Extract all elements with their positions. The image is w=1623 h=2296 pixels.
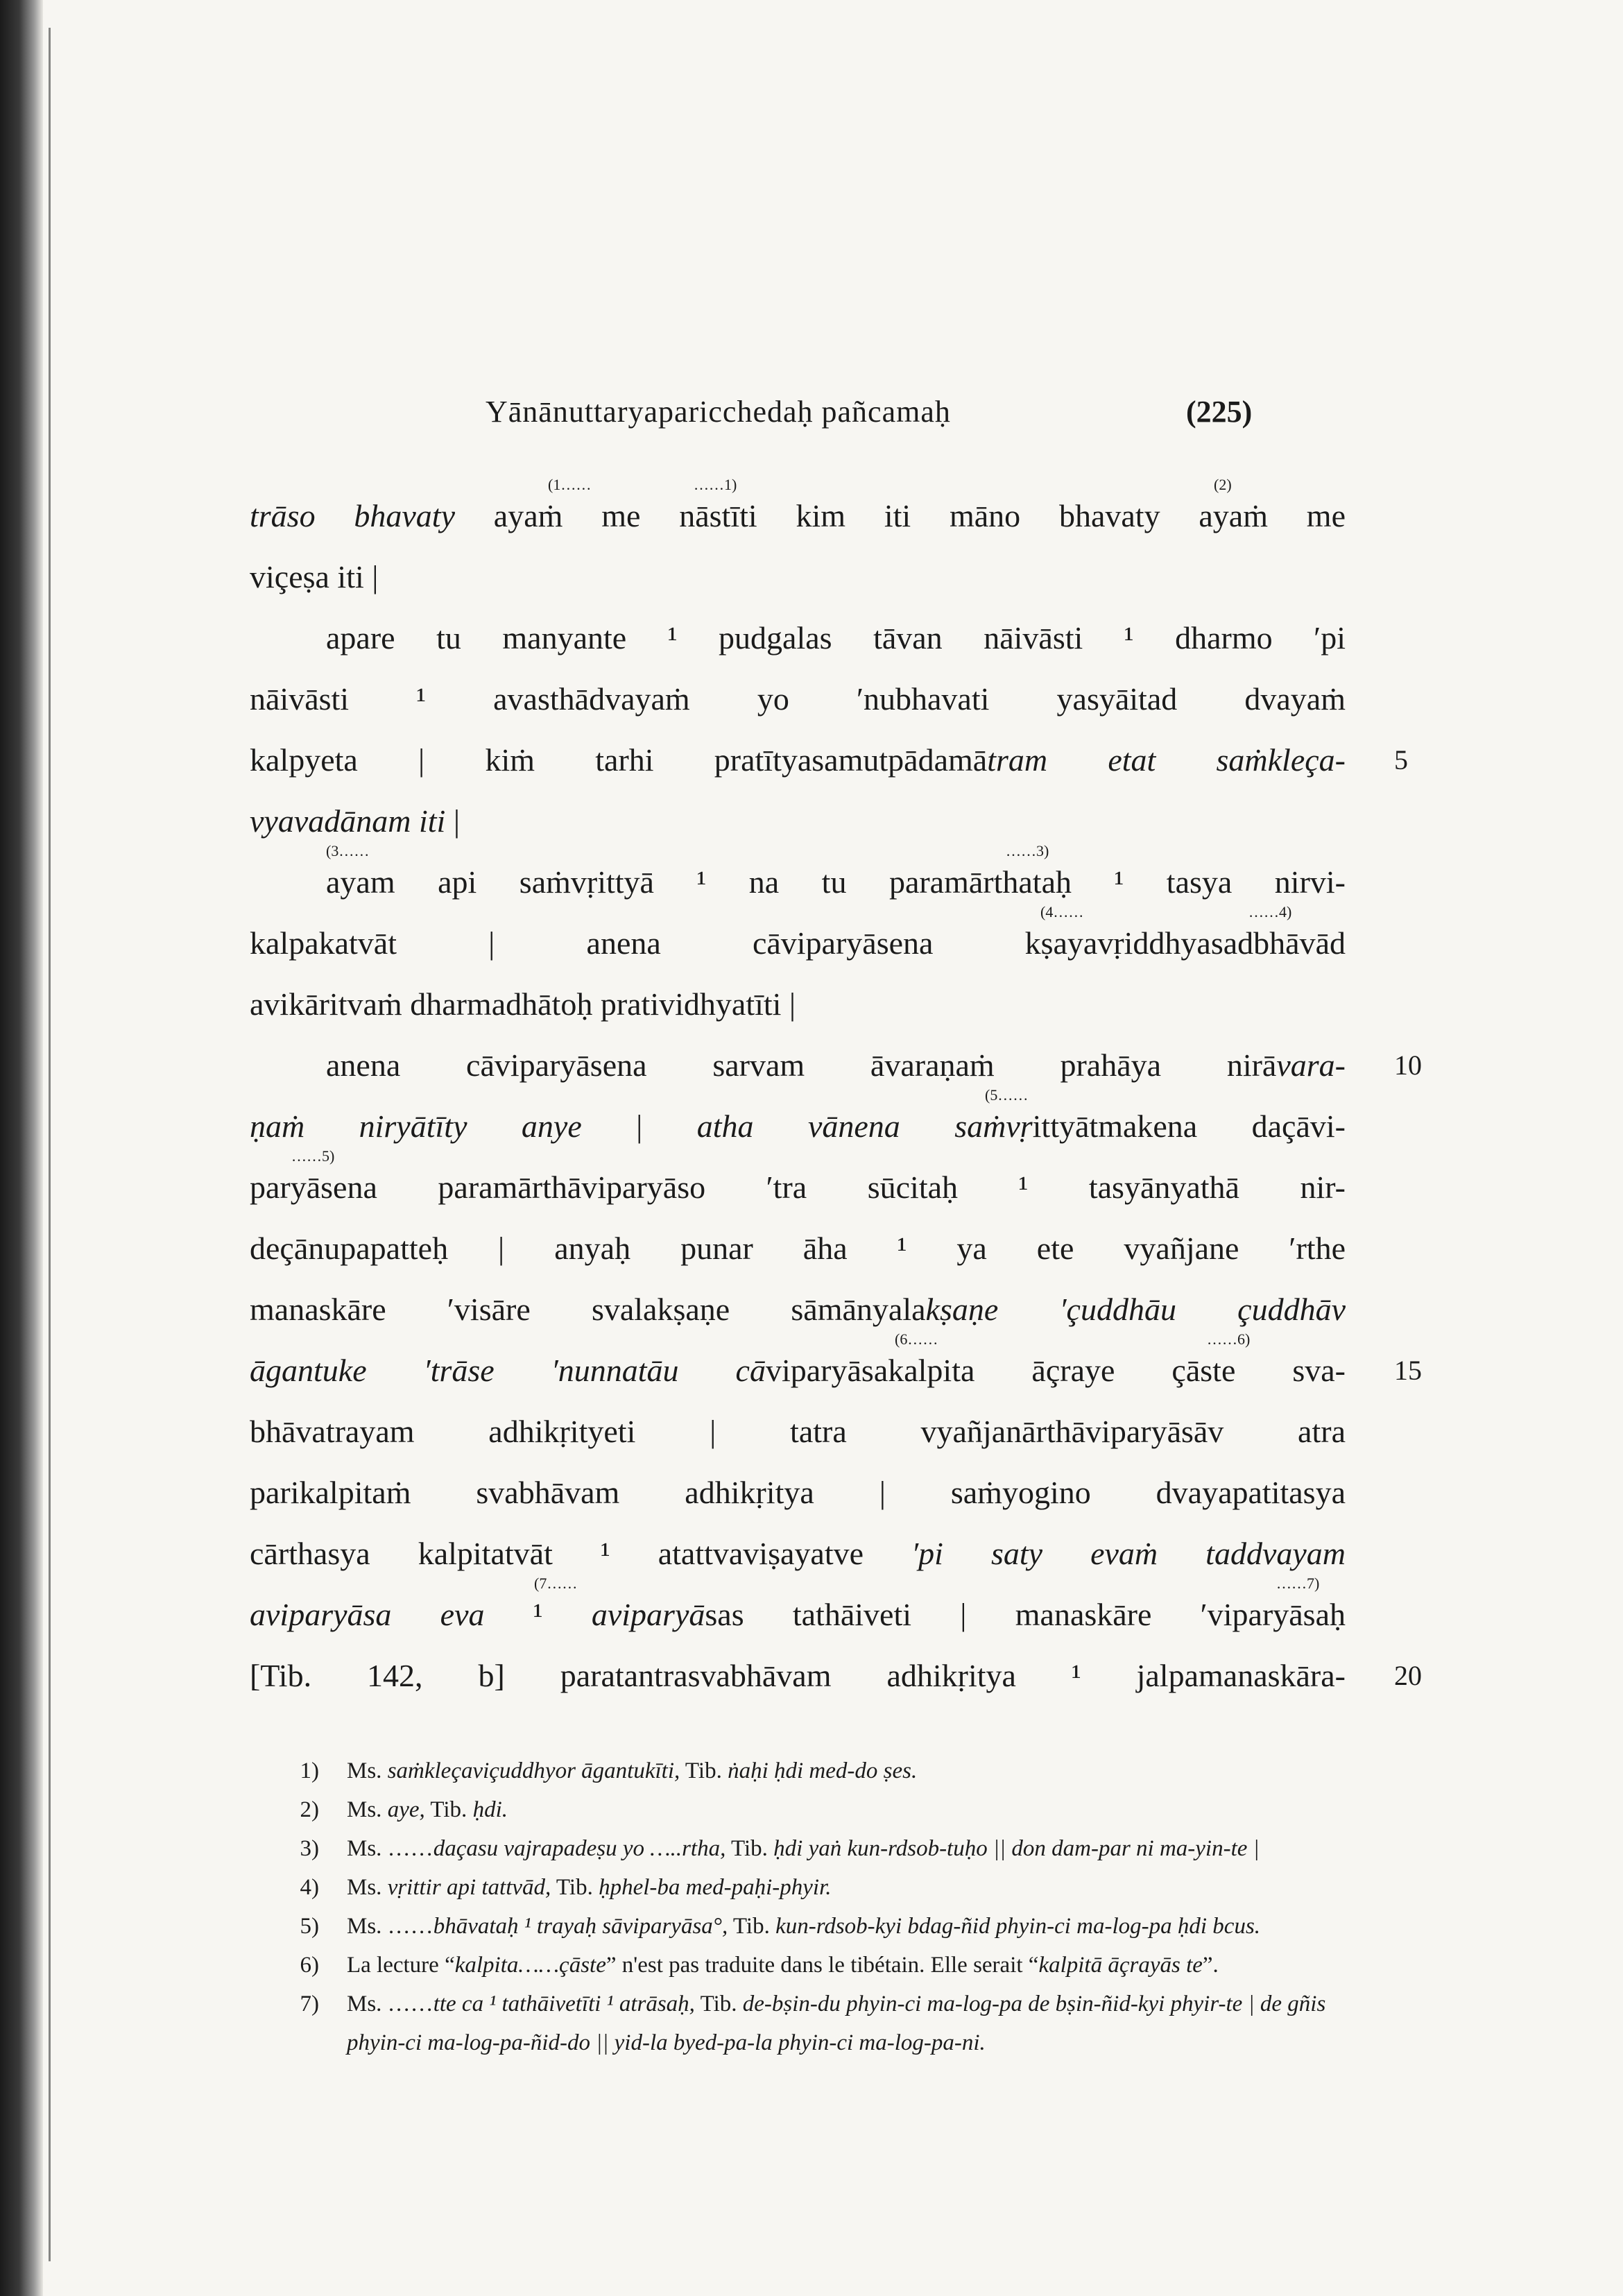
text-line [250, 1086, 1346, 1157]
footnote-text: ” n'est pas traduite dans le tibétain. Elle serait “ [606, 1953, 1039, 1978]
note-marker: (1…… [548, 476, 592, 493]
footnote-number: 4) [300, 1875, 319, 1900]
text-line [250, 1035, 1422, 1096]
line-segment: ayaṁ me nāstīti kim iti māno bhavaty ayaṁ me [455, 498, 1346, 533]
footnote-text: Ms. …… [347, 1991, 433, 2016]
text-line [250, 547, 1346, 608]
footnote-number: 6) [300, 1953, 319, 1978]
text-line [250, 608, 1346, 669]
footnote-number: 2) [300, 1797, 319, 1822]
line-segment: | [581, 1108, 697, 1144]
note-marker: ……4) [1248, 903, 1292, 920]
line-segment: [Tib. 142, b] paratantrasvabhāvam adhikṛitya ¹ jalpamanaskāra- [250, 1658, 1346, 1693]
note-marker: ……7) [1276, 1575, 1320, 1592]
footnote-text: ”. [1202, 1953, 1219, 1978]
note-marker: ……3) [1006, 842, 1049, 859]
line-segment: vara- [1276, 1047, 1346, 1083]
line-segment: kalpyeta | kiṁ tarhi pratītyasamutpādamā [250, 742, 988, 778]
line-segment: aviparyā [591, 1597, 705, 1632]
line-segment: ¹ [484, 1597, 592, 1632]
line-number: 20 [1394, 1660, 1422, 1691]
footnote-text: Ms. …… [347, 1914, 433, 1939]
note-marker: ……5) [291, 1147, 335, 1165]
line-segment: deçānupapatteḥ | anyaḥ punar āha ¹ ya ete vyañjane ′rthe [250, 1231, 1346, 1266]
line-segment: parikalpitaṁ svabhāvam adhikṛitya | saṁyogino dvayapatitasya [250, 1475, 1346, 1510]
footnote-number: 7) [300, 1991, 319, 2016]
line-segment: atha vānena saṁvṛ [696, 1108, 1033, 1144]
footnote-text: saṁkleçaviçuddhyor āgantukīti, [387, 1758, 680, 1783]
running-header [0, 388, 1623, 444]
text-line [250, 1645, 1422, 1706]
note-marker: (5…… [985, 1086, 1029, 1104]
footnote-text: ḥphel-ba med-paḥi-phyir. [599, 1875, 832, 1900]
line-segment: vyavadānam iti [250, 803, 446, 839]
text-line [250, 842, 1346, 913]
note-marker: (2) [1214, 476, 1232, 493]
text-line [250, 1147, 1346, 1218]
text-line [250, 1401, 1346, 1462]
line-segment: tram etat saṁkleça- [987, 742, 1346, 778]
footnote-text: vṛittir api tattvād, [387, 1875, 551, 1900]
footnote-text: Ms. [347, 1875, 388, 1900]
text-line [250, 1218, 1346, 1279]
footnote-text: Tib. [680, 1758, 728, 1783]
footnote-number: 1) [300, 1758, 319, 1783]
line-segment: viparyāsakalpita āçraye çāste sva- [765, 1353, 1346, 1388]
footnote-text: daçasu vajrapadeṣu yo …..rtha, [433, 1836, 726, 1861]
line-segment: cārthasya kalpitatvāt ¹ atattvaviṣayatve [250, 1536, 912, 1571]
footnote-text: ḥdi yaṅ kun-rdsob-tuḥo || don dam-par ni ma-yin-te | [773, 1836, 1260, 1861]
line-segment: avikāritvaṁ dharmadhātoḥ pratividhyatīti | [250, 986, 796, 1022]
footnote [284, 1985, 1352, 2062]
line-segment: paryāsena paramārthāviparyāso ′tra sūcitaḥ ¹ tasyānyathā nir- [250, 1170, 1346, 1205]
note-marker: ……6) [1207, 1330, 1251, 1348]
footnote-text: Ms. [347, 1758, 388, 1783]
footnote-text: Ms. …… [347, 1836, 433, 1861]
note-marker: (7…… [534, 1575, 578, 1592]
line-segment: nāivāsti ¹ avasthādvayaṁ yo ′nubhavati yasyāitad dvayaṁ [250, 681, 1346, 717]
footnote-text: bhāvataḥ ¹ trayaḥ sāviparyāsa°, [433, 1914, 728, 1939]
text-line [250, 791, 1346, 852]
footnote [284, 1946, 1352, 1985]
footnote-text: Tib. [694, 1991, 743, 2016]
footnote [284, 1907, 1352, 1946]
footnotes [284, 1751, 1352, 2062]
line-segment: aviparyāsa eva [250, 1597, 485, 1632]
line-segment: viçeṣa iti | [250, 559, 379, 594]
note-marker: (4…… [1040, 903, 1084, 920]
line-segment: kalpakatvāt | anena cāviparyāsena kṣayavṛiddhyasadbhāvād [250, 925, 1346, 961]
footnote-text: ṅaḥi ḥdi med-do ṣes. [728, 1758, 918, 1783]
footnote-number: 5) [300, 1914, 319, 1939]
line-segment: sas tathāiveti | manaskāre ′viparyāsaḥ [705, 1597, 1346, 1632]
footnote-text: aye, [387, 1797, 425, 1822]
line-segment: anena cāviparyāsena sarvam āvaraṇaṁ prahāya nirā [326, 1047, 1277, 1083]
footnote-text: Tib. [424, 1797, 473, 1822]
footnote-text: kun-rdsob-kyi bdag-ñid phyin-ci ma-log-pa ḥdi bcus. [775, 1914, 1261, 1939]
page-number: (225) [1186, 395, 1253, 429]
text-line [250, 1462, 1346, 1523]
note-marker: ……1) [694, 476, 737, 493]
text-line [250, 1523, 1346, 1584]
text-line [250, 974, 1346, 1035]
footnote-text: ḥdi. [472, 1797, 508, 1822]
footnote-number: 3) [300, 1836, 319, 1861]
footnote-text: kalpita……çāste [454, 1953, 606, 1978]
text-line [250, 1330, 1422, 1401]
line-segment: ittyātmakena daçāvi- [1032, 1108, 1346, 1144]
note-marker: (3…… [326, 842, 370, 859]
footnote [284, 1790, 1352, 1829]
footnote-text: Tib. [728, 1914, 776, 1939]
footnote [284, 1751, 1352, 1790]
line-segment: manaskāre ′visāre svalakṣaṇe sāmānyala [250, 1292, 926, 1327]
line-number: 10 [1394, 1050, 1422, 1081]
book-spine-shadow [0, 0, 43, 2296]
footnote-text: Ms. [347, 1797, 388, 1822]
text-line [250, 476, 1346, 547]
line-segment: ṇaṁ niryātīty anye [250, 1108, 582, 1144]
binding-edge [49, 28, 51, 2261]
text-line [250, 903, 1346, 974]
header-title: Yānānuttaryaparicchedaḥ pañcamaḥ [486, 395, 951, 429]
line-segment: āgantuke ′trāse ′nunnatāu cā [250, 1353, 766, 1388]
text-line [250, 730, 1408, 791]
footnote-text: La lecture “ [347, 1953, 455, 1978]
footnote-text: kalpitā āçrayās te [1038, 1953, 1203, 1978]
text-line [250, 1279, 1346, 1340]
footnote-text: Tib. [551, 1875, 599, 1900]
text-line [250, 669, 1346, 730]
line-segment: kṣaṇe ′çuddhāu çuddhāv [925, 1292, 1346, 1327]
line-segment: apare tu manyante ¹ pudgalas tāvan nāivāsti ¹ dharmo ′pi [326, 620, 1346, 656]
line-number: 15 [1394, 1355, 1422, 1386]
line-segment: ayam api saṁvṛittyā ¹ na tu paramārthataḥ ¹ tasya nirvi- [326, 864, 1346, 900]
footnote-text: de-bṣin-du phyin-ci ma-log-pa de bṣin-ñid-kyi phyir-te | de gñis phyin-ci ma-log-pa-ñid-do || yid-la byed-pa-la phyin-ci ma-log-pa-ni. [347, 1991, 1326, 2055]
footnote-text: tte ca ¹ tathāivetīti ¹ atrāsaḥ, [433, 1991, 695, 2016]
line-segment: ′pi saty evaṁ taddvayam [911, 1536, 1346, 1571]
text-line [250, 1575, 1346, 1645]
line-segment: | [445, 803, 461, 839]
footnote [284, 1868, 1352, 1907]
footnote-text: Tib. [725, 1836, 774, 1861]
footnote [284, 1829, 1352, 1868]
note-marker: (6…… [895, 1330, 938, 1348]
main-text [250, 476, 1422, 1706]
line-segment: trāso bhavaty [250, 498, 455, 533]
line-segment: bhāvatrayam adhikṛityeti | tatra vyañjanārthāviparyāsāv atra [250, 1414, 1346, 1449]
line-number: 5 [1394, 744, 1408, 776]
